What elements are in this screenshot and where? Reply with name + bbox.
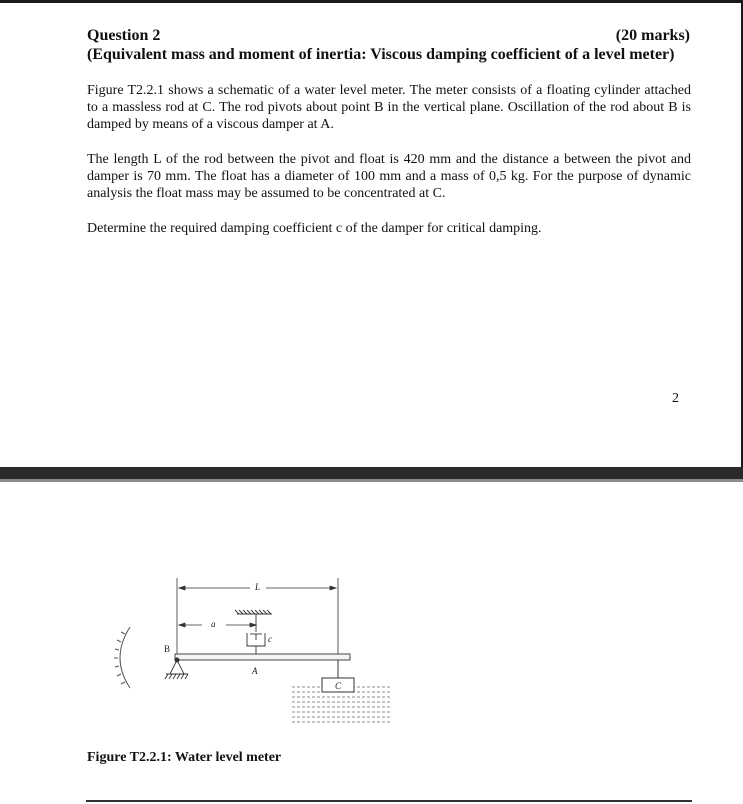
- dimension-L: [177, 578, 338, 678]
- label-c: c: [268, 634, 272, 644]
- rod: [175, 654, 350, 660]
- water-level-meter-figure: [100, 570, 400, 730]
- damper: [235, 610, 272, 654]
- top-border: [0, 0, 743, 3]
- dimension-a: [179, 623, 256, 627]
- paragraph-3: Determine the required damping coefficient c of the damper for critical damping.: [87, 221, 542, 236]
- bottom-rule: [86, 800, 692, 802]
- pivot-support: [165, 658, 188, 679]
- question-header: [87, 26, 690, 64]
- label-C: C: [335, 681, 342, 691]
- question-title: Question 2: [87, 27, 161, 44]
- label-A: A: [252, 666, 258, 676]
- paragraph-2: The length L of the rod between the pivot and float is 420 mm and the distance a between the pivot and damper is 70 mm. The float has a diameter of 100 mm and a mass of 0,5 kg. For the purpose of dynamic analysis the float mass may be assumed to be concentrated at C.: [87, 152, 691, 201]
- page-separator-shadow: [0, 479, 743, 482]
- page-number: 2: [672, 391, 679, 406]
- label-B: B: [164, 644, 171, 654]
- label-L: L: [255, 582, 261, 592]
- page-separator: [0, 467, 743, 479]
- question-subtitle: (Equivalent mass and moment of inertia: Viscous damping coefficient of a level meter): [87, 46, 675, 63]
- figure-caption: Figure T2.2.1: Water level meter: [87, 750, 282, 765]
- label-a: a: [211, 619, 216, 629]
- paragraph-1: Figure T2.2.1 shows a schematic of a water level meter. The meter consists of a floating cylinder attached to a massless rod at C. The rod pivots about point B in the vertical plane. Oscillation of the rod about B is damped by means of a viscous damper at A.: [87, 83, 691, 132]
- figure-diagram: [100, 570, 400, 730]
- question-marks: (20 marks): [615, 27, 690, 44]
- gauge-arc: [114, 627, 130, 688]
